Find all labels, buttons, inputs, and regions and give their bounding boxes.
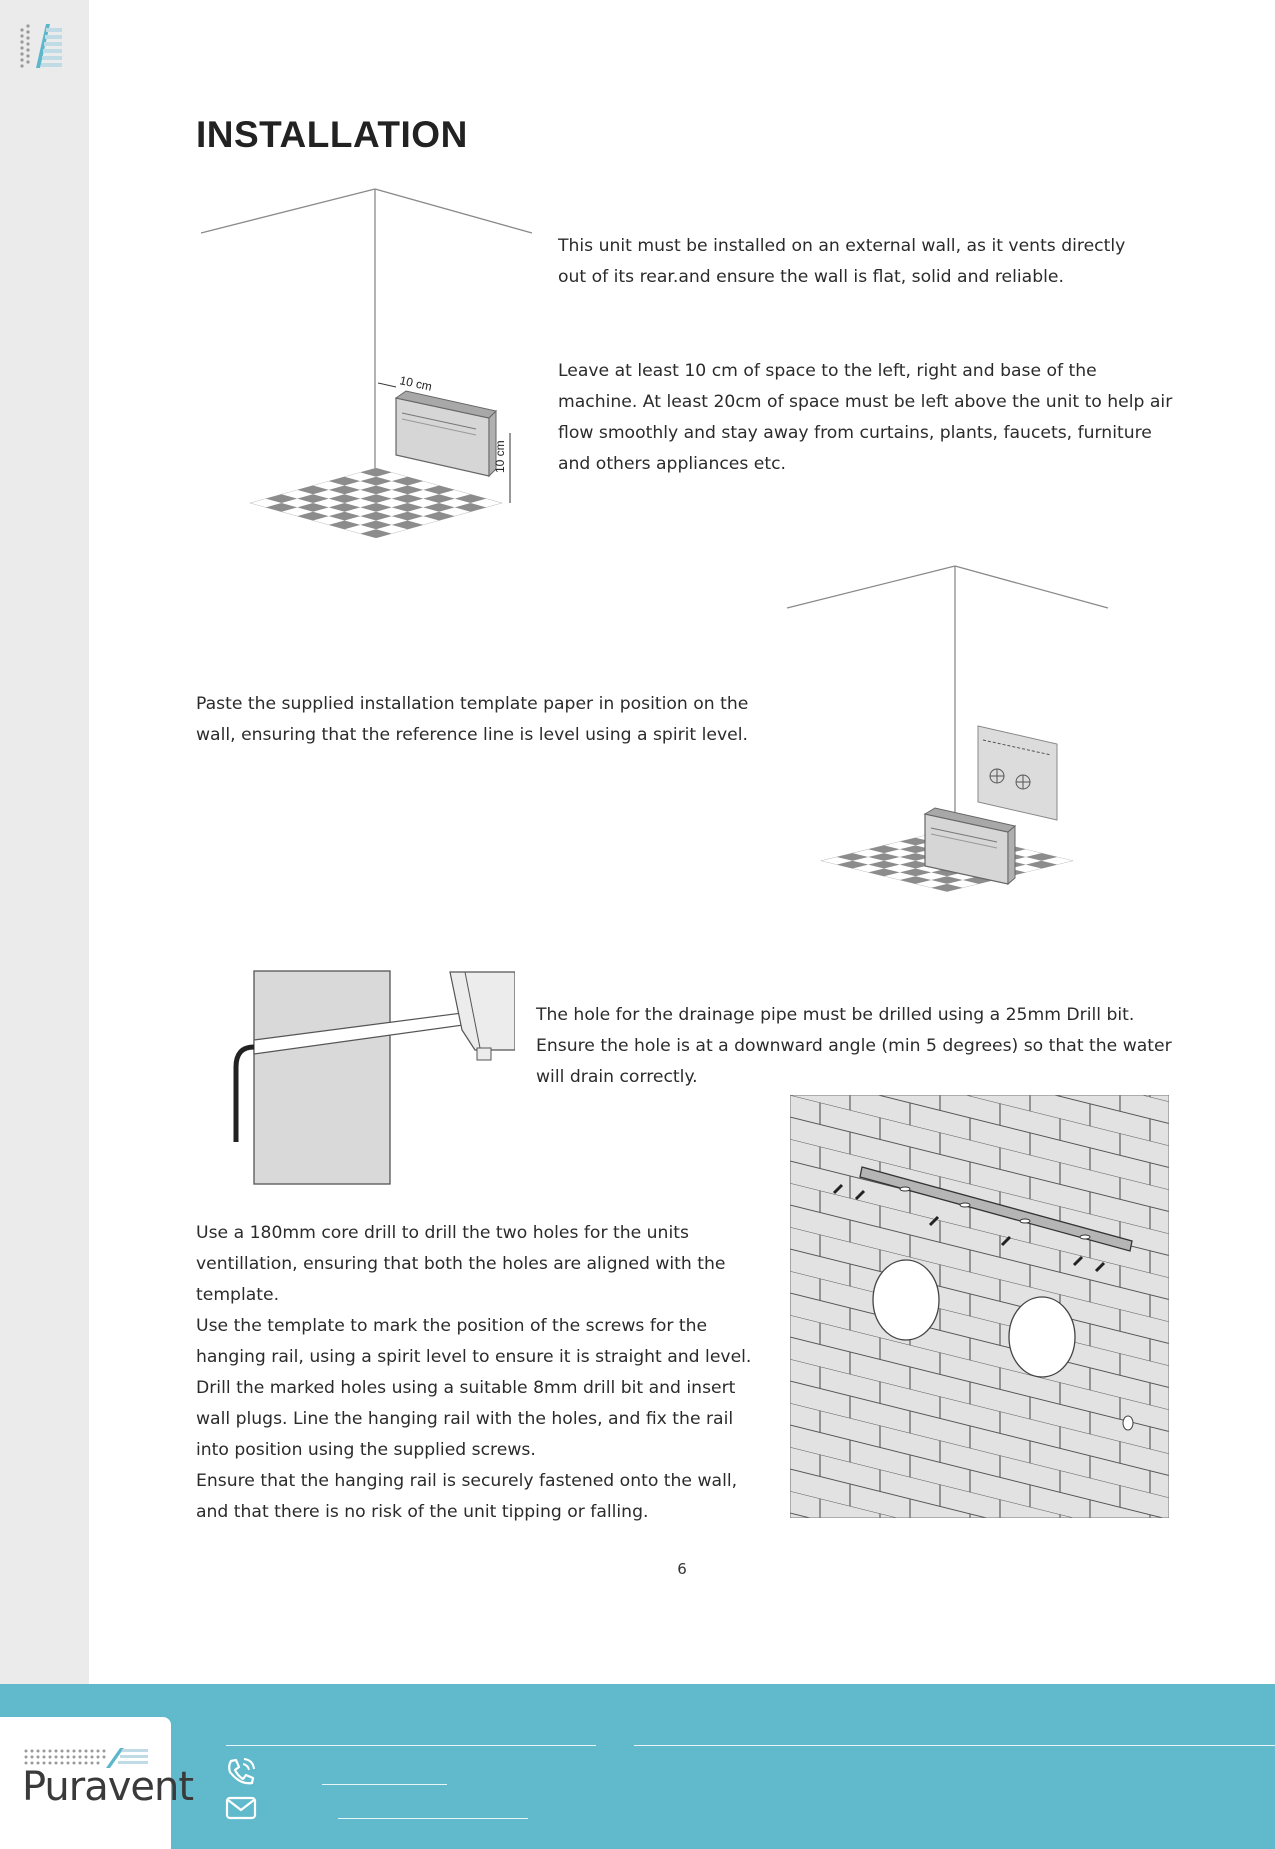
footer-brand-name: Puravent <box>22 1764 194 1810</box>
template-note: Paste the supplied installation template paper in position on the wall, ensuring that the reference line is level using a spirit level. <box>196 694 749 745</box>
brick-wall-diagram <box>790 1095 1169 1518</box>
wall-note: This unit must be installed on an external wall, as it vents directly out of its rear.and ensure the wall is flat, solid and reliable. <box>558 236 1126 287</box>
clearance-note: Leave at least 10 cm of space to the left, right and base of the machine. At least 20cm of space must be left above the unit to help air flow smoothly and stay away from curtains, plants, faucets, furniture and others appliances etc. <box>558 361 1173 474</box>
footer-divider-left <box>226 1745 596 1746</box>
page-title: INSTALLATION <box>196 114 468 155</box>
footer-mail-line <box>338 1818 528 1819</box>
brand-mark-icon <box>16 20 64 70</box>
mail-icon[interactable] <box>225 1795 257 1821</box>
footer-divider-right <box>634 1745 1275 1746</box>
clearance-diagram <box>196 183 536 558</box>
drain-note: The hole for the drainage pipe must be drilled using a 25mm Drill bit. Ensure the hole is at a downward angle (min 5 degrees) so that the water will drain correctly. <box>536 1005 1172 1087</box>
footer-phone-line <box>322 1784 447 1785</box>
sidebar-strip <box>0 0 89 1684</box>
phone-icon[interactable] <box>224 1755 258 1789</box>
drain-pipe-diagram <box>230 970 515 1185</box>
page-number: 6 <box>677 1560 687 1578</box>
drill-step-2: Use the template to mark the position of the screws for the hanging rail, using a spirit level to ensure it is straight and level. Drill the marked holes using a suitable 8mm drill bit and insert wall plugs. Line the hanging rail with the holes, and fix the rail into position using the supplied screws. <box>196 1316 752 1460</box>
drill-step-3: Ensure that the hanging rail is securely fastened onto the wall, and that there is no risk of the unit tipping or falling. <box>196 1471 738 1522</box>
drill-step-1: Use a 180mm core drill to drill the two holes for the units ventillation, ensuring that both the holes are aligned with the template. <box>196 1223 726 1305</box>
base-clearance-label: 10 cm <box>493 440 507 473</box>
drill-steps <box>196 1218 756 1528</box>
template-diagram <box>785 562 1110 922</box>
side-clearance-label: 10 cm <box>398 373 434 394</box>
